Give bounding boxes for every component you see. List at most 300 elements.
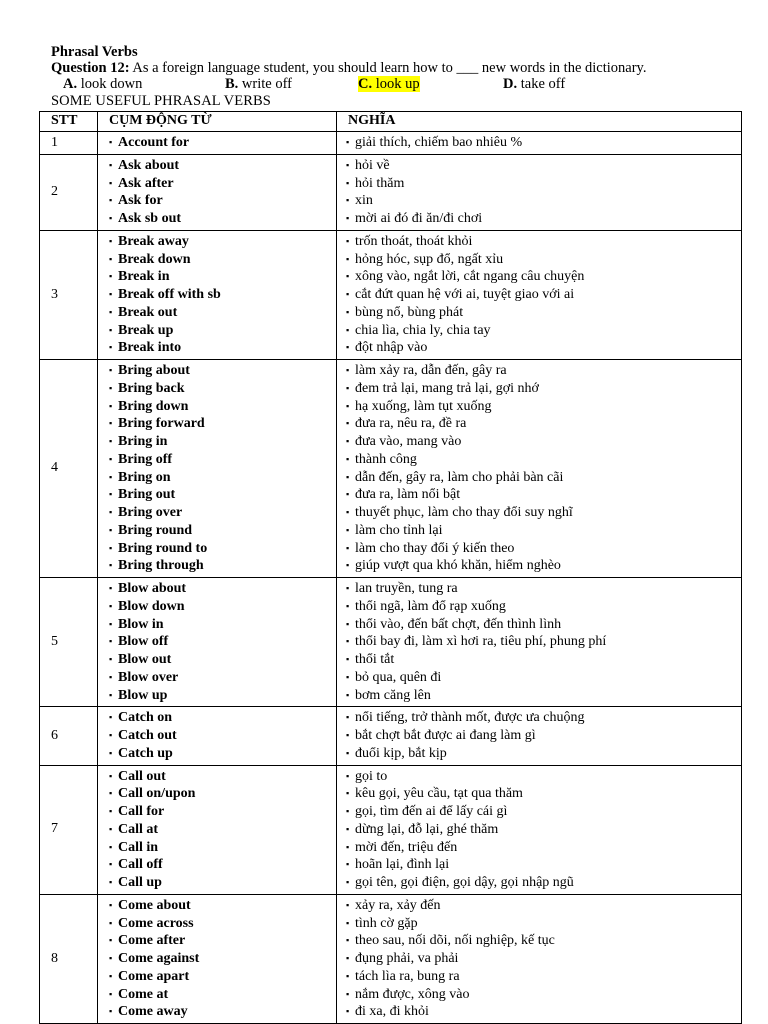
phrasal-verb-text: Blow over <box>118 669 179 685</box>
meaning-text: kêu gọi, yêu cầu, tạt qua thăm <box>355 786 523 802</box>
meaning-text: tách lìa ra, bung ra <box>355 968 460 984</box>
phrasal-verb-cell <box>98 230 337 359</box>
phrasal-verb-item <box>109 504 336 522</box>
phrasal-verb-text: Bring down <box>118 398 189 414</box>
phrasal-verb-text: Break in <box>118 269 170 285</box>
bullet-icon: ▪ <box>346 382 350 393</box>
meaning-cell <box>337 132 742 155</box>
bullet-icon: ▪ <box>109 289 113 299</box>
bullet-icon: ▪ <box>346 712 350 723</box>
phrasal-verb-item <box>109 856 336 874</box>
phrasal-verb-item <box>109 745 336 763</box>
meaning-item <box>346 745 741 763</box>
phrasal-verb-item <box>109 986 336 1004</box>
table-row <box>40 360 742 578</box>
bullet-icon: ▪ <box>109 747 113 758</box>
meaning-item <box>346 651 741 669</box>
bullet-icon: ▪ <box>109 418 113 429</box>
meaning-item <box>346 897 741 915</box>
phrasal-verb-item <box>109 210 336 228</box>
bullet-icon: ▪ <box>346 542 350 553</box>
bullet-icon: ▪ <box>346 471 350 482</box>
section-title: SOME USEFUL PHRASAL VERBS <box>51 93 271 109</box>
bullet-icon: ▪ <box>109 400 113 411</box>
meaning-item <box>346 950 741 968</box>
bullet-icon: ▪ <box>109 324 113 335</box>
row-number: 4 <box>40 360 98 578</box>
meaning-item <box>346 616 741 634</box>
bullet-icon: ▪ <box>346 788 350 799</box>
phrasal-verb-item <box>109 268 336 286</box>
meaning-text: xảy ra, xảy đến <box>355 897 441 913</box>
meaning-item <box>346 727 741 745</box>
phrasal-verb-item <box>109 175 336 193</box>
bullet-icon: ▪ <box>346 524 350 535</box>
meaning-text: đem trả lại, mang trả lại, gợi nhớ <box>355 380 539 396</box>
meaning-item <box>346 580 741 598</box>
phrasal-verb-text: Catch up <box>118 745 173 761</box>
table-row <box>40 132 742 155</box>
phrasal-verb-item <box>109 950 336 968</box>
phrasal-verb-item <box>109 727 336 745</box>
meaning-text: đột nhập vào <box>355 340 428 356</box>
bullet-icon: ▪ <box>109 235 113 246</box>
bullet-icon: ▪ <box>109 730 113 740</box>
meaning-item <box>346 210 741 228</box>
bullet-icon: ▪ <box>346 730 350 740</box>
meaning-text: giúp vượt qua khó khăn, hiểm nghèo <box>355 558 561 574</box>
phrasal-verb-item <box>109 651 336 669</box>
meaning-text: đưa ra, nêu ra, đề ra <box>355 416 467 432</box>
meaning-cell <box>337 707 742 765</box>
bullet-icon: ▪ <box>109 436 113 446</box>
bullet-icon: ▪ <box>109 213 113 223</box>
phrasal-verb-text: Call at <box>118 821 159 837</box>
bullet-icon: ▪ <box>346 253 350 264</box>
phrasal-verb-text: Blow about <box>118 581 187 596</box>
bullet-icon: ▪ <box>109 877 113 887</box>
phrasal-verb-item <box>109 233 336 251</box>
phrasal-verb-item <box>109 540 336 558</box>
meaning-item <box>346 380 741 398</box>
bullet-icon: ▪ <box>346 289 350 299</box>
option-c-highlighted: C. look up <box>358 76 420 92</box>
meaning-text: gọi to <box>355 768 388 784</box>
meaning-item <box>346 932 741 950</box>
table-row <box>40 894 742 1023</box>
phrasal-verb-text: Blow out <box>118 652 172 667</box>
meaning-item <box>346 286 741 304</box>
bullet-icon: ▪ <box>346 671 350 682</box>
meaning-text: thổi vào, đến bất chợt, đến thình lình <box>355 616 562 632</box>
bullet-icon: ▪ <box>346 806 350 816</box>
phrasal-verb-item <box>109 398 336 416</box>
bullet-icon: ▪ <box>346 970 350 981</box>
meaning-text: bỏ qua, quên đi <box>355 669 442 685</box>
phrasal-verb-item <box>109 915 336 933</box>
bullet-icon: ▪ <box>109 253 113 264</box>
meaning-text: mời ai đó đi ăn/đi chơi <box>355 211 483 226</box>
phrasal-verb-text: Bring out <box>118 487 176 503</box>
bullet-icon: ▪ <box>346 177 350 188</box>
phrasal-verb-item <box>109 286 336 304</box>
bullet-icon: ▪ <box>346 365 350 375</box>
meaning-item <box>346 968 741 986</box>
phrasal-verb-text: Come about <box>118 897 191 913</box>
bullet-icon: ▪ <box>109 841 113 852</box>
meaning-item <box>346 398 741 416</box>
bullet-icon: ▪ <box>346 654 350 664</box>
bullet-icon: ▪ <box>109 542 113 553</box>
phrasal-verb-item <box>109 433 336 451</box>
bullet-icon: ▪ <box>109 618 113 629</box>
row-number: 3 <box>40 230 98 359</box>
phrasal-verb-text: Bring round to <box>118 540 208 556</box>
phrasal-verb-text: Come across <box>118 915 194 931</box>
meaning-item <box>346 709 741 727</box>
phrasal-verb-text: Bring on <box>118 469 171 485</box>
phrasal-verb-text: Account for <box>118 135 190 150</box>
phrasal-verb-item <box>109 380 336 398</box>
bullet-icon: ▪ <box>109 560 113 571</box>
phrasal-verb-cell <box>98 360 337 578</box>
phrasal-verb-item <box>109 415 336 433</box>
phrasal-verb-item <box>109 192 336 210</box>
meaning-text: tình cờ gặp <box>355 915 418 931</box>
phrasal-verb-item <box>109 897 336 915</box>
phrasal-verb-text: Bring through <box>118 558 204 574</box>
bullet-icon: ▪ <box>109 689 113 700</box>
bullet-icon: ▪ <box>109 899 113 910</box>
bullet-icon: ▪ <box>346 1006 350 1017</box>
bullet-icon: ▪ <box>346 583 350 593</box>
bullet-icon: ▪ <box>346 418 350 429</box>
meaning-text: gọi, tìm đến ai để lấy cái gì <box>355 804 508 819</box>
bullet-icon: ▪ <box>346 747 350 758</box>
question-label: Question 12: <box>51 60 130 76</box>
meaning-item <box>346 669 741 687</box>
phrasal-verb-text: Call off <box>118 857 163 873</box>
bullet-icon: ▪ <box>109 137 113 147</box>
meaning-text: lan truyền, tung ra <box>355 581 458 596</box>
meaning-text: đi xa, đi khỏi <box>355 1004 429 1020</box>
bullet-icon: ▪ <box>346 489 350 500</box>
phrasal-verb-text: Break up <box>118 322 174 338</box>
phrasal-verb-cell <box>98 765 337 894</box>
phrasal-verb-text: Call out <box>118 768 166 784</box>
phrasal-verb-text: Call up <box>118 875 162 890</box>
meaning-item <box>346 768 741 786</box>
bullet-icon: ▪ <box>346 841 350 852</box>
row-number: 8 <box>40 894 98 1023</box>
bullet-icon: ▪ <box>346 899 350 910</box>
phrasal-verbs-table <box>39 111 742 1024</box>
meaning-item <box>346 687 741 705</box>
phrasal-verb-text: Bring forward <box>118 416 205 432</box>
meaning-item <box>346 339 741 357</box>
phrasal-verb-text: Blow up <box>118 687 168 703</box>
meaning-item <box>346 874 741 892</box>
phrasal-verb-item <box>109 687 336 705</box>
table-row <box>40 154 742 230</box>
phrasal-verb-cell <box>98 578 337 707</box>
bullet-icon: ▪ <box>346 560 350 571</box>
phrasal-verb-text: Ask sb out <box>118 211 182 226</box>
meaning-text: chia lìa, chia ly, chia tay <box>355 322 491 338</box>
bullet-icon: ▪ <box>109 583 113 593</box>
phrasal-verb-item <box>109 486 336 504</box>
meaning-item <box>346 233 741 251</box>
phrasal-verb-item <box>109 134 336 152</box>
phrasal-verb-text: Bring round <box>118 522 193 538</box>
bullet-icon: ▪ <box>346 507 350 517</box>
bullet-icon: ▪ <box>109 471 113 482</box>
bullet-icon: ▪ <box>109 271 113 282</box>
bullet-icon: ▪ <box>109 988 113 999</box>
meaning-item <box>346 451 741 469</box>
phrasal-verb-text: Ask for <box>118 193 163 209</box>
bullet-icon: ▪ <box>346 271 350 282</box>
question-line <box>51 60 741 76</box>
table-row <box>40 230 742 359</box>
meaning-item <box>346 322 741 340</box>
phrasal-verb-text: Blow off <box>118 634 169 650</box>
bullet-icon: ▪ <box>109 306 113 317</box>
phrasal-verb-cell <box>98 707 337 765</box>
phrasal-verb-item <box>109 821 336 839</box>
bullet-icon: ▪ <box>109 770 113 781</box>
meaning-item <box>346 175 741 193</box>
bullet-icon: ▪ <box>346 137 350 147</box>
row-number: 5 <box>40 578 98 707</box>
meaning-cell <box>337 765 742 894</box>
phrasal-verb-item <box>109 1003 336 1021</box>
meaning-item <box>346 856 741 874</box>
phrasal-verb-item <box>109 839 336 857</box>
meaning-item <box>346 486 741 504</box>
meaning-text: dẫn đến, gây ra, làm cho phải bàn cãi <box>355 469 564 485</box>
meaning-text: đưa vào, mang vào <box>355 434 462 449</box>
header-stt: STT <box>40 112 98 132</box>
bullet-icon: ▪ <box>109 917 113 928</box>
meaning-text: thổi bay đi, làm xì hơi ra, tiêu phí, phung phí <box>355 634 607 650</box>
bullet-icon: ▪ <box>346 823 350 834</box>
phrasal-verb-text: Bring about <box>118 363 190 378</box>
meaning-item <box>346 251 741 269</box>
meaning-text: thổi tắt <box>355 652 395 667</box>
meaning-cell <box>337 360 742 578</box>
bullet-icon: ▪ <box>109 671 113 682</box>
phrasal-verb-text: Break down <box>118 251 191 267</box>
phrasal-verb-text: Call in <box>118 839 159 855</box>
bullet-icon: ▪ <box>346 600 350 611</box>
meaning-item <box>346 134 741 152</box>
phrasal-verb-text: Call for <box>118 804 165 819</box>
meaning-text: theo sau, nối dõi, nối nghiệp, kế tục <box>355 933 555 949</box>
meaning-item <box>346 504 741 522</box>
meaning-item <box>346 803 741 821</box>
phrasal-verb-item <box>109 616 336 634</box>
header-meaning: NGHĨA <box>337 112 742 132</box>
phrasal-verb-item <box>109 874 336 892</box>
meaning-cell <box>337 154 742 230</box>
meaning-text: dừng lại, đỗ lại, ghé thăm <box>355 821 499 837</box>
meaning-item <box>346 433 741 451</box>
phrasal-verb-item <box>109 580 336 598</box>
bullet-icon: ▪ <box>109 489 113 500</box>
bullet-icon: ▪ <box>109 654 113 664</box>
phrasal-verb-item <box>109 157 336 175</box>
option-b: B. write off <box>225 76 292 92</box>
bullet-icon: ▪ <box>346 400 350 411</box>
phrasal-verb-text: Break out <box>118 304 178 320</box>
bullet-icon: ▪ <box>109 524 113 535</box>
meaning-item <box>346 821 741 839</box>
meaning-item <box>346 785 741 803</box>
meaning-item <box>346 633 741 651</box>
bullet-icon: ▪ <box>109 953 113 963</box>
phrasal-verb-text: Come after <box>118 933 186 949</box>
phrasal-verb-text: Call on/upon <box>118 786 196 802</box>
bullet-icon: ▪ <box>346 935 350 946</box>
phrasal-verb-item <box>109 339 336 357</box>
question-text: As a foreign language student, you should learn how to ___ new words in the dictionary. <box>129 60 647 76</box>
row-number: 2 <box>40 154 98 230</box>
bullet-icon: ▪ <box>346 324 350 335</box>
phrasal-verb-item <box>109 709 336 727</box>
phrasal-verb-text: Catch on <box>118 710 173 726</box>
bullet-icon: ▪ <box>109 712 113 723</box>
meaning-cell <box>337 230 742 359</box>
phrasal-verb-text: Come at <box>118 986 169 1002</box>
phrasal-verb-text: Come against <box>118 951 200 966</box>
phrasal-verb-item <box>109 803 336 821</box>
meaning-text: đụng phải, va phải <box>355 951 459 966</box>
phrasal-verb-item <box>109 469 336 487</box>
table-row <box>40 707 742 765</box>
phrasal-verb-item <box>109 633 336 651</box>
bullet-icon: ▪ <box>109 342 113 353</box>
bullet-icon: ▪ <box>346 877 350 887</box>
meaning-text: giải thích, chiếm bao nhiêu % <box>355 135 523 150</box>
bullet-icon: ▪ <box>346 618 350 629</box>
bullet-icon: ▪ <box>109 382 113 393</box>
phrasal-verb-item <box>109 451 336 469</box>
phrasal-verb-cell <box>98 132 337 155</box>
meaning-text: làm cho thay đổi ý kiến theo <box>355 540 515 556</box>
phrasal-verb-cell <box>98 154 337 230</box>
meaning-text: hoãn lại, đình lại <box>355 857 450 873</box>
bullet-icon: ▪ <box>109 788 113 799</box>
bullet-icon: ▪ <box>346 306 350 317</box>
phrasal-verb-text: Break away <box>118 233 189 249</box>
phrasal-verb-text: Blow down <box>118 598 185 614</box>
bullet-icon: ▪ <box>346 342 350 353</box>
bullet-icon: ▪ <box>109 859 113 870</box>
phrasal-verb-item <box>109 669 336 687</box>
phrasal-verb-item <box>109 598 336 616</box>
phrasal-verb-text: Blow in <box>118 616 164 632</box>
row-number: 7 <box>40 765 98 894</box>
bullet-icon: ▪ <box>346 213 350 223</box>
bullet-icon: ▪ <box>346 770 350 781</box>
meaning-text: xin <box>355 193 373 209</box>
phrasal-verb-text: Bring back <box>118 380 185 396</box>
phrasal-verb-text: Bring over <box>118 505 183 520</box>
phrasal-verb-item <box>109 322 336 340</box>
phrasal-verb-text: Break off with sb <box>118 287 221 302</box>
meaning-item <box>346 415 741 433</box>
phrasal-verb-item <box>109 251 336 269</box>
table-header-row <box>40 112 742 132</box>
phrasal-verb-item <box>109 932 336 950</box>
table-row <box>40 765 742 894</box>
phrasal-verb-item <box>109 557 336 575</box>
meaning-item <box>346 915 741 933</box>
phrasal-verb-item <box>109 304 336 322</box>
document-page <box>51 44 741 109</box>
meaning-text: hỏng hóc, sụp đổ, ngất xỉu <box>355 251 504 267</box>
bullet-icon: ▪ <box>109 177 113 188</box>
phrasal-verb-item <box>109 522 336 540</box>
meaning-text: hỏi về <box>355 157 390 173</box>
bullet-icon: ▪ <box>346 636 350 647</box>
meaning-cell <box>337 894 742 1023</box>
bullet-icon: ▪ <box>346 195 350 206</box>
bullet-icon: ▪ <box>346 917 350 928</box>
phrasal-verb-text: Catch out <box>118 728 177 743</box>
bullet-icon: ▪ <box>346 436 350 446</box>
meaning-text: bắt chợt bắt được ai đang làm gì <box>355 728 536 743</box>
phrasal-verb-item <box>109 768 336 786</box>
phrasal-verb-text: Break into <box>118 340 182 356</box>
bullet-icon: ▪ <box>346 159 350 170</box>
meaning-text: nắm được, xông vào <box>355 986 470 1002</box>
document-title: Phrasal Verbs <box>51 44 138 60</box>
meaning-text: cắt đứt quan hệ với ai, tuyệt giao với ai <box>355 287 575 302</box>
meaning-text: thuyết phục, làm cho thay đổi suy nghĩ <box>355 505 573 520</box>
bullet-icon: ▪ <box>109 453 113 464</box>
answer-options <box>51 76 741 93</box>
phrasal-verb-item <box>109 968 336 986</box>
meaning-item <box>346 268 741 286</box>
phrasal-verb-text: Bring in <box>118 434 168 449</box>
meaning-item <box>346 540 741 558</box>
meaning-text: xông vào, ngắt lời, cắt ngang câu chuyện <box>355 269 585 285</box>
phrasal-verb-cell <box>98 894 337 1023</box>
bullet-icon: ▪ <box>346 988 350 999</box>
meaning-item <box>346 362 741 380</box>
bullet-icon: ▪ <box>109 636 113 647</box>
phrasal-verb-item <box>109 785 336 803</box>
bullet-icon: ▪ <box>346 859 350 870</box>
meaning-item <box>346 1003 741 1021</box>
meaning-text: thành công <box>355 451 417 467</box>
bullet-icon: ▪ <box>109 935 113 946</box>
meaning-text: thổi ngã, làm đổ rạp xuống <box>355 598 506 614</box>
bullet-icon: ▪ <box>109 195 113 206</box>
meaning-text: hỏi thăm <box>355 175 405 191</box>
bullet-icon: ▪ <box>346 453 350 464</box>
meaning-item <box>346 304 741 322</box>
meaning-item <box>346 157 741 175</box>
bullet-icon: ▪ <box>109 970 113 981</box>
phrasal-verb-text: Come away <box>118 1004 188 1020</box>
meaning-text: bơm căng lên <box>355 687 431 703</box>
bullet-icon: ▪ <box>109 806 113 816</box>
phrasal-verb-text: Ask about <box>118 157 180 173</box>
option-a: A. look down <box>63 76 143 92</box>
